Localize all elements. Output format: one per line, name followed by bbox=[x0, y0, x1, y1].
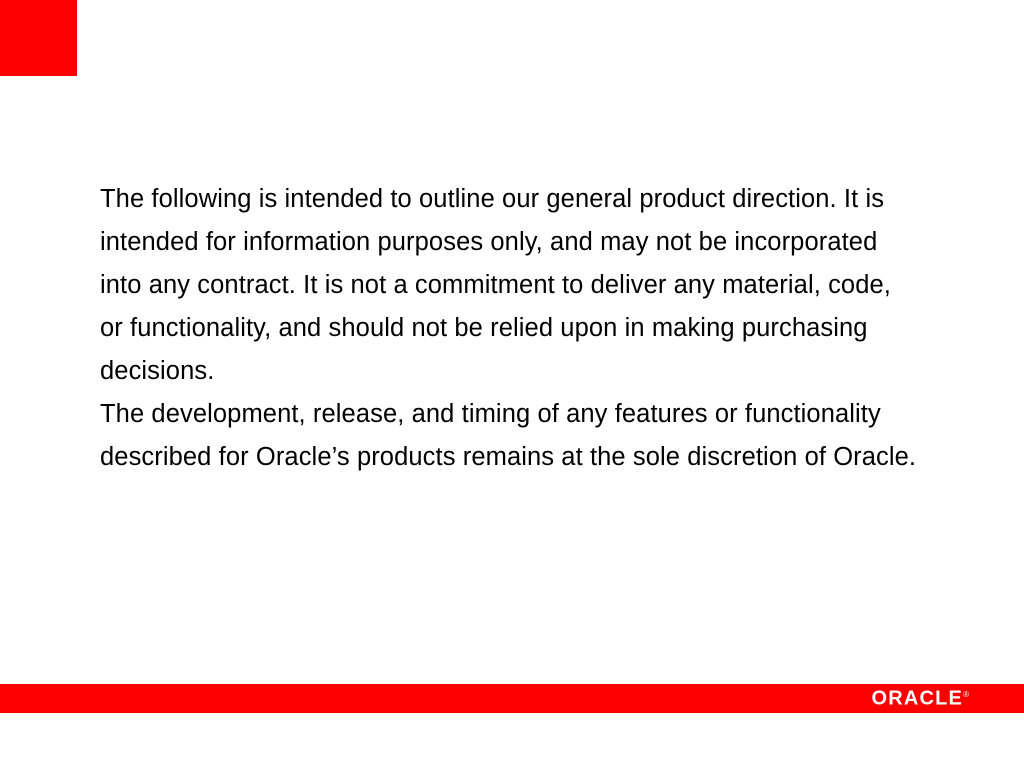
footer-bar bbox=[0, 684, 1024, 713]
paragraph-2: The development, release, and timing of any features or functionality described for Oracle’s products remains at the sole discretion of Oracle. bbox=[100, 400, 917, 471]
paragraph-1: The following is intended to outline our general product direction. It is intended for information purposes only, and may not be incorporated into any contract. It is not a commitment to deliver any material, code, or functionality, and should not be relied upon in making purchasing decisions. bbox=[100, 185, 891, 385]
red-square-accent bbox=[0, 0, 77, 76]
footer-white-margin bbox=[0, 713, 1024, 768]
oracle-logo-text: ORACLE bbox=[871, 687, 964, 709]
safe-harbor-text-block bbox=[100, 178, 920, 479]
oracle-logo bbox=[871, 687, 969, 710]
oracle-logo-trademark: ® bbox=[963, 689, 969, 699]
